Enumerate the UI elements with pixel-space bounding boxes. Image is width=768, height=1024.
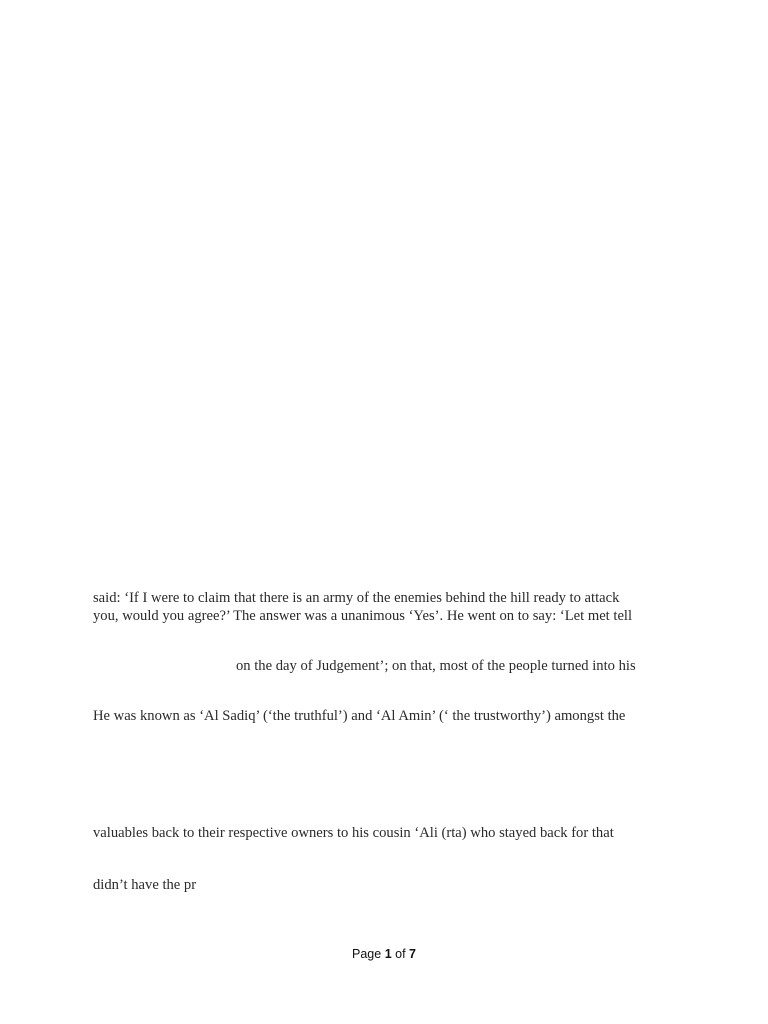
current-page-number: 1: [384, 947, 392, 961]
page-footer: [0, 946, 768, 962]
body-text-line: said: ‘If I were to claim that there is an army of the enemies behind the hill ready to attack: [93, 590, 620, 606]
body-text-line: didn’t have the pr: [93, 877, 197, 893]
total-pages-number: 7: [409, 947, 416, 961]
body-text-line: you, would you agree?’ The answer was a unanimous ‘Yes’. He went on to say: ‘Let met tell: [93, 608, 633, 624]
of-label: of: [395, 947, 406, 961]
page-label: Page: [352, 947, 382, 961]
body-text-line: He was known as ‘Al Sadiq’ (‘the truthful’) and ‘Al Amin’ (‘ the trustworthy’) amongst the: [93, 708, 626, 724]
body-text-line: valuables back to their respective owners to his cousin ‘Ali (rta) who stayed back for that: [93, 825, 614, 841]
body-text-line: on the day of Judgement’; on that, most of the people turned into his: [236, 658, 636, 674]
